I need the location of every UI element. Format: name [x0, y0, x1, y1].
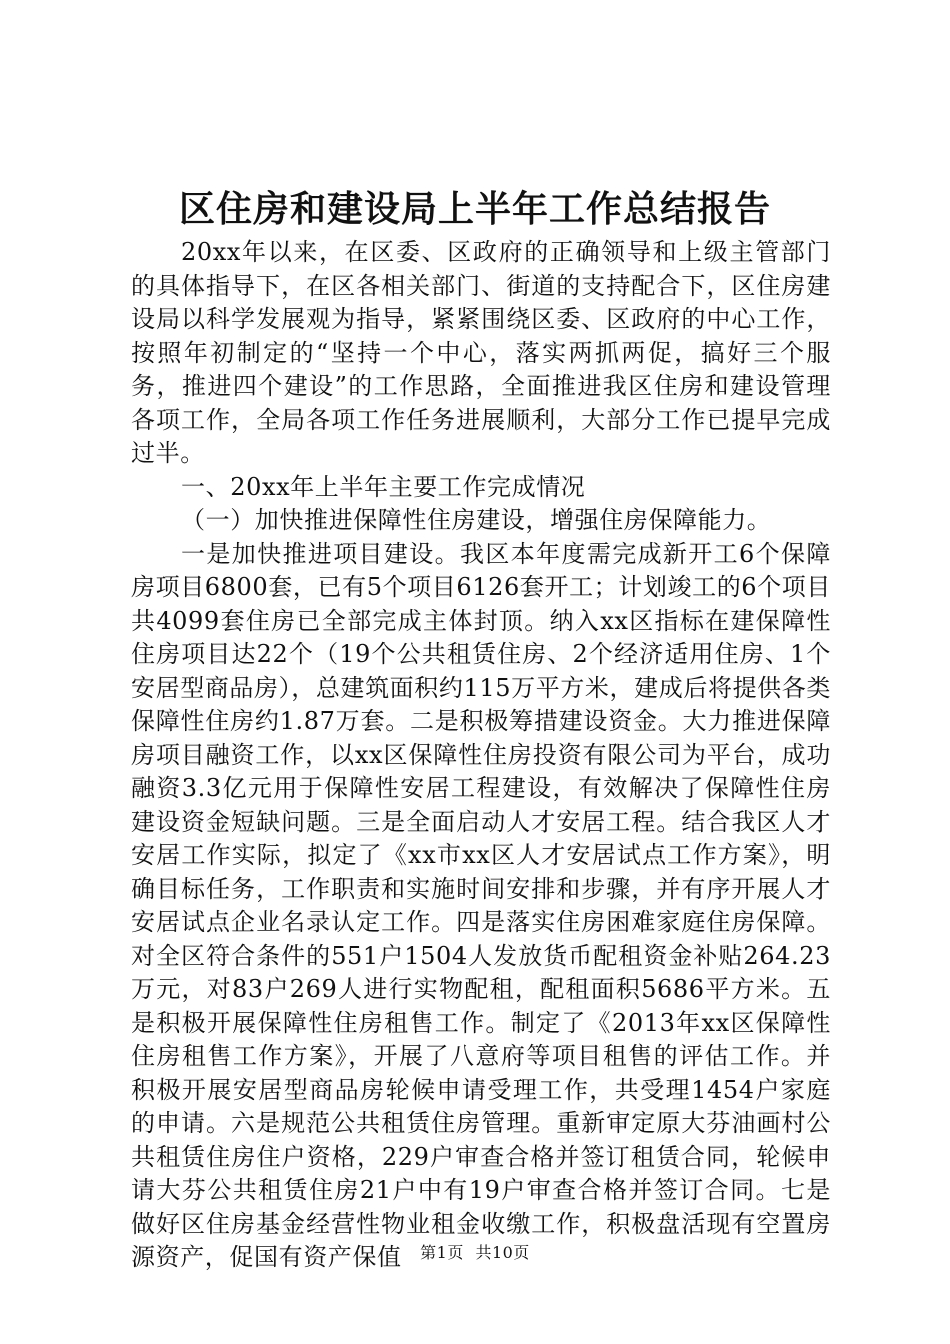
document-body — [131, 236, 831, 1275]
subsection-heading: （一）加快推进保障性住房建设，增强住房保障能力。 — [181, 506, 772, 534]
intro-paragraph: 20xx年以来，在区委、区政府的正确领导和上级主管部门的具体指导下，在区各相关部门、街道的支持配合下，区住房建设局以科学发展观为指导，紧紧围绕区委、区政府的中心工作，按照年初制定的“坚持一个中心，落实两抓两促，搞好三个服务，推进四个建设”的工作思路，全面推进我区住房和建设管理各项工作，全局各项工作任务进展顺利，大部分工作已提早完成过半。 — [131, 238, 831, 467]
body-paragraph: 一是加快推进项目建设。我区本年度需完成新开工6个保障房项目6800套，已有5个项目6126套开工；计划竣工的6个项目共4099套住房已全部完成主体封顶。纳入xx区指标在建保障性住房项目达22个（19个公共租赁住房、2个经济适用住房、1个安居型商品房），总建筑面积约115万平方米，建成后将提供各类保障性住房约1.87万套。二是积极筹措建设资金。大力推进保障房项目融资工作，以xx区保障性住房投资有限公司为平台，成功融资3.3亿元用于保障性安居工程建设，有效解决了保障性住房建设资金短缺问题。三是全面启动人才安居工程。结合我区人才安居工作实际，拟定了《xx市xx区人才安居试点工作方案》，明确目标任务，工作职责和实施时间安排和步骤，并有序开展人才安居试点企业名录认定工作。四是落实住房困难家庭住房保障。对全区符合条件的551户1504人发放货币配租资金补贴264.23万元，对83户269人进行实物配租，配租面积5686平方米。五是积极开展保障性住房租售工作。制定了《2013年xx区保障性住房租售工作方案》，开展了八意府等项目租售的评估工作。并积极开展安居型商品房轮候申请受理工作，共受理1454户家庭的申请。六是规范公共租赁住房管理。重新审定原大芬油画村公共租赁住房住户资格，229户审查合格并签订租赁合同，轮候申请大芬公共租赁住房21户中有19户审查合格并签订合同。七是做好区住房基金经营性物业租金收缴工作，积极盘活现有空置房源资产，促国有资产保值 — [131, 539, 831, 1271]
document-title: 区住房和建设局上半年工作总结报告 — [178, 188, 771, 230]
page-number-footer: 第1页 共10页 — [420, 1243, 530, 1262]
section-heading: 一、20xx年上半年主要工作完成情况 — [181, 472, 586, 501]
